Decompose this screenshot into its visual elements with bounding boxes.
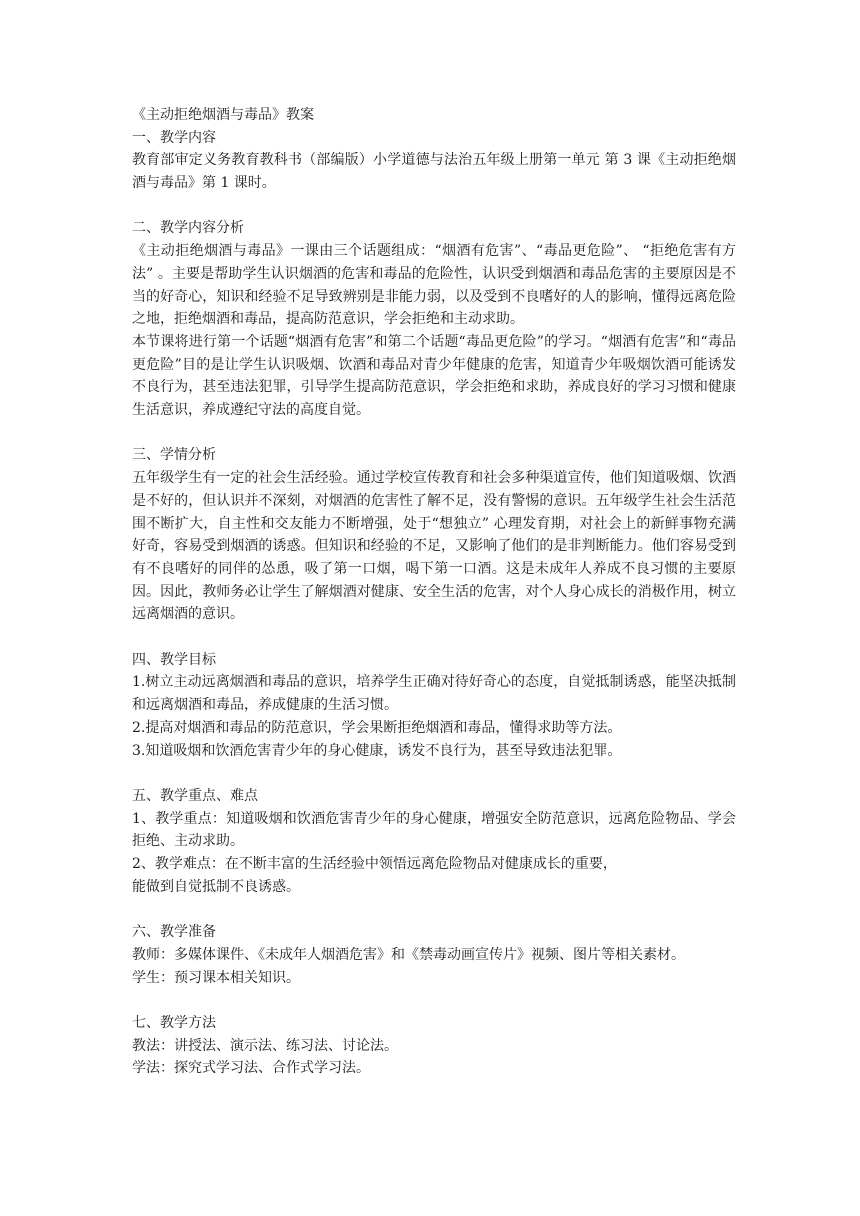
section-2-paragraph: 《主动拒绝烟酒与毒品》一课由三个话题组成：“烟酒有危害”、“毒品更危险”、 “拒绝危害有方法” 。主要是帮助学生认识烟酒的危害和毒品的危险性，认识受到烟酒和毒品危害的主要原因是不当的好奇心，知识和经验不足导致辨别是非能力弱，以及受到不良嗜好的人的影响，懂得远离危险之地，拒绝烟酒和毒品，提高防范意识，学会拒绝和主动求助。: [132, 243, 736, 328]
section-1-paragraph: 教育部审定义务教育教科书（部编版）小学道德与法治五年级上册第一单元 第 3 课《主动拒绝烟酒与毒品》第 1 课时。: [132, 152, 736, 192]
blank-line: [132, 422, 736, 445]
blank-line: [132, 898, 736, 921]
document-title: 《主动拒绝烟酒与毒品》教案: [132, 107, 314, 123]
blank-line: [132, 989, 736, 1012]
difficulty-item: 2、教学难点：在不断丰富的生活经验中领悟远离危险物品对健康成长的重要，: [132, 856, 617, 873]
objective-item: 3.知道吸烟和饮酒危害青少年的身心健康，诱发不良行为，甚至导致违法犯罪。: [132, 742, 622, 759]
document: [132, 104, 736, 1080]
key-point-item: 1、教学重点：知道吸烟和饮酒危害青少年的身心健康，增强安全防范意识，远离危险物品、学会拒绝、主动求助。: [132, 810, 736, 850]
student-preparation: 学生：预习课本相关知识。: [132, 969, 300, 986]
section-2-heading: 二、教学内容分析: [132, 220, 244, 237]
blank-line: [132, 195, 736, 218]
section-5-heading: 五、教学重点、难点: [132, 787, 258, 804]
teaching-methods: 教法：讲授法、演示法、练习法、讨论法。: [132, 1037, 398, 1054]
section-3-heading: 三、学情分析: [132, 447, 216, 464]
learning-methods: 学法：探究式学习法、合作式学习法。: [132, 1060, 370, 1077]
blank-line: [132, 626, 736, 649]
objective-item: 1.树立主动远离烟酒和毒品的意识，培养学生正确对待好奇心的态度，自觉抵制诱惑，能坚决抵制和远离烟酒和毒品，养成健康的生活习惯。: [132, 674, 736, 714]
section-6-heading: 六、教学准备: [132, 924, 216, 941]
section-1-heading: 一、教学内容: [132, 129, 216, 146]
blank-line: [132, 762, 736, 785]
difficulty-continuation: 能做到自觉抵制不良诱惑。: [132, 878, 300, 895]
section-3-paragraph: 五年级学生有一定的社会生活经验。通过学校宣传教育和社会多种渠道宣传，他们知道吸烟、饮酒是不好的，但认识并不深刻，对烟酒的危害性了解不足，没有警惕的意识。五年级学生社会生活范围不断扩大，自主性和交友能力不断增强，处于“想独立” 心理发育期，对社会上的新鲜事物充满好奇，容易受到烟酒的诱惑。但知识和经验的不足，又影响了他们的是非判断能力。他们容易受到有不良嗜好的同伴的怂恿，吸了第一口烟，喝下第一口酒。这是未成年人养成不良习惯的主要原因。因此，教师务必让学生了解烟酒对健康、安全生活的危害，对个人身心成长的消极作用，树立远离烟酒的意识。: [132, 470, 736, 623]
section-7-heading: 七、教学方法: [132, 1014, 216, 1031]
objective-item: 2.提高对烟酒和毒品的防范意识，学会果断拒绝烟酒和毒品，懂得求助等方法。: [132, 719, 622, 736]
section-2-paragraph: 本节课将进行第一个话题“烟酒有危害”和第二个话题“毒品更危险”的学习。“烟酒有危害”和“毒品更危险”目的是让学生认识吸烟、饮酒和毒品对青少年健康的危害，知道青少年吸烟饮酒可能诱发不良行为，甚至违法犯罪，引导学生提高防范意识，学会拒绝和求助，养成良好的学习习惯和健康生活意识，养成遵纪守法的高度自觉。: [132, 333, 736, 419]
teacher-preparation: 教师：多媒体课件、《未成年人烟酒危害》和《禁毒动画宣传片》视频、图片等相关素材。: [132, 946, 685, 963]
section-4-heading: 四、教学目标: [132, 651, 216, 668]
